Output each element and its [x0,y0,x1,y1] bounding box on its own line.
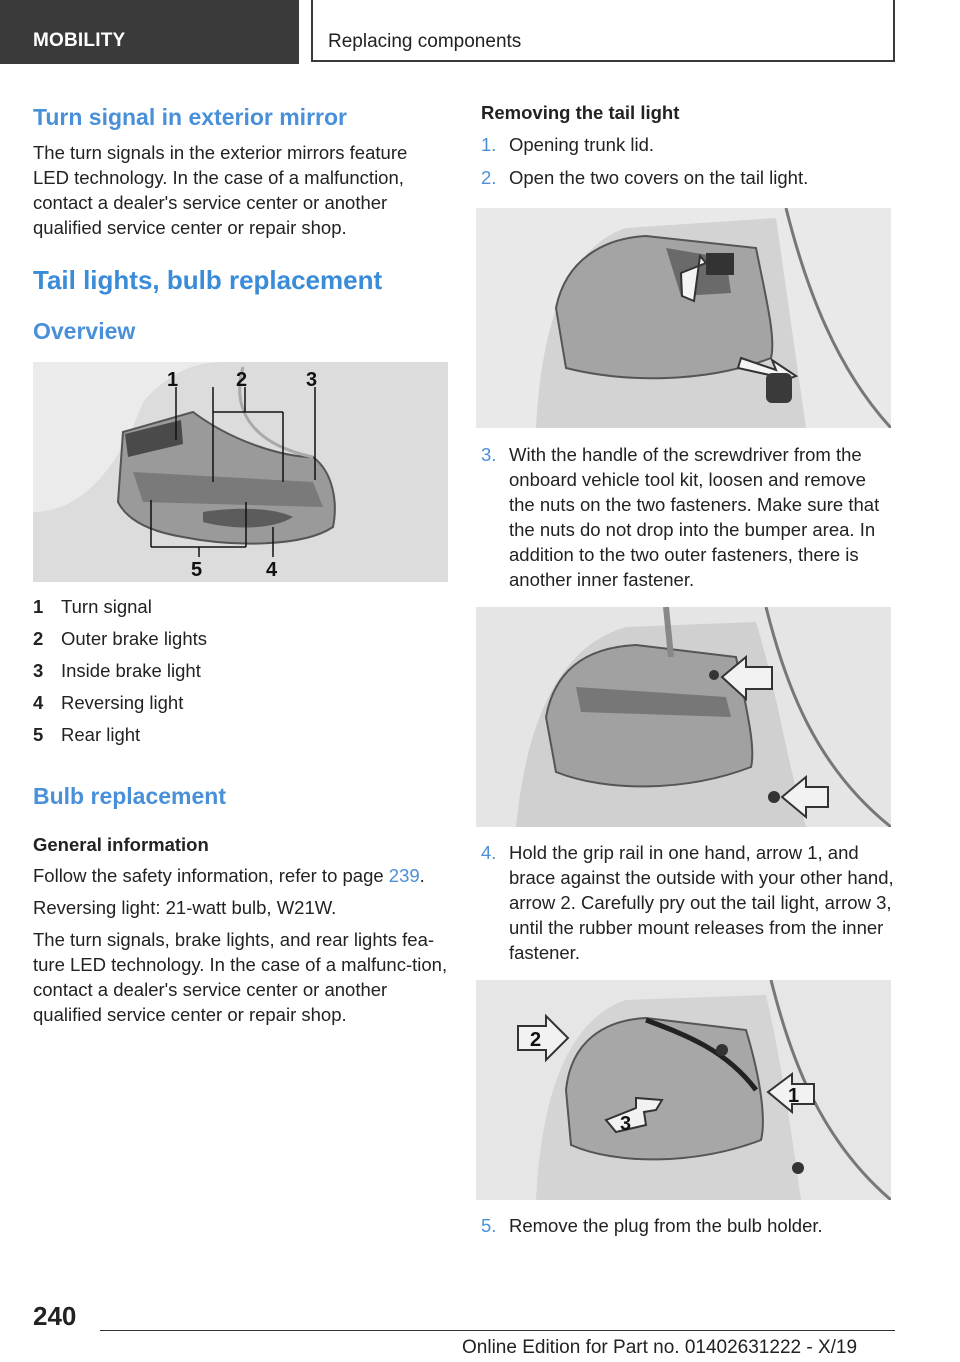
callout-arrow-3: 3 [620,1113,632,1135]
section-label: MOBILITY [33,30,126,51]
step-item: 1. Opening trunk lid. [481,134,655,155]
step-3-block [481,442,895,592]
page-link[interactable]: 239 [388,865,420,886]
callout-2: 2 [236,369,248,391]
bulb-replacement-heading: Bulb replacement [33,783,226,809]
legend-item: 5 Rear light [33,724,141,745]
step-5-block [481,1213,895,1238]
tail-lights-heading: Tail lights, bulb replacement [33,265,383,295]
overview-heading: Overview [33,318,136,344]
callout-arrow-1: 1 [788,1085,800,1107]
turn-signal-heading: Turn signal in exterior mirror [33,104,347,130]
chapter-label: Replacing components [328,31,522,52]
legend-item: 4 Reversing light [33,692,184,713]
section-tab [0,0,299,64]
tail-light-overview-illustration [33,362,448,582]
page-number: 240 [33,1301,77,1331]
left-lower [33,591,448,1027]
removing-heading: Removing the tail light [481,102,680,123]
pry-out-figure [476,980,891,1200]
steps-1-2 [481,132,895,190]
general-info-heading: General information [33,834,209,855]
led-paragraph: The turn signals, brake lights, and rear lights fea‐ture LED technology. In the case of a malfunc‐tion, contact a dealer's service center or another qualified service center or repair shop. [33,929,448,1025]
covers-figure [476,208,891,428]
step-item: 2. Open the two covers on the tail light. [481,167,809,188]
left-column [33,100,448,345]
legend-item: 1 Turn signal [33,596,152,617]
right-column [481,102,895,190]
reversing-paragraph: Reversing light: 21‑watt bulb, W21W. [33,897,337,918]
callout-arrow-2: 2 [530,1029,542,1051]
fasteners-illustration [476,607,891,827]
legend-item: 2 Outer brake lights [33,628,208,649]
turn-signal-paragraph: The turn signals in the exterior mirrors feature LED technology. In the case of a malfunction, contact a dealer's service center or another qualified service center or repair shop. [33,142,408,238]
chapter-tab [311,0,895,62]
covers-illustration [476,208,891,428]
footer-rule [100,1330,895,1331]
step-item: 4. Hold the grip rail in one hand, arrow 1, and brace against the outside with your other hand, arrow 2. Carefully pry out the tail light, arrow 3, until the rubber mount releases from the inner fastener. [481,842,894,963]
step-4-block [481,840,895,965]
callout-3: 3 [306,369,318,391]
pry-out-illustration [476,980,891,1200]
overview-legend [33,591,448,751]
legend-item: 3 Inside brake light [33,660,201,681]
step-item: 5. Remove the plug from the bulb holder. [481,1215,823,1236]
overview-figure [33,362,448,582]
step-item: 3. With the handle of the screwdriver from the onboard vehicle tool kit, loosen and remove the nuts on the two fasteners. Make sure that the nuts do not drop into the bumper area. In addition to the two outer fasteners, there is another inner fastener. [481,444,880,590]
edition-note: Online Edition for Part no. 01402631222 - X/19 [462,1337,858,1358]
callout-5: 5 [191,559,203,581]
callout-4: 4 [266,559,278,581]
callout-1: 1 [167,369,179,391]
fasteners-figure [476,607,891,827]
safety-paragraph: Follow the safety information, refer to page 239. [33,865,425,886]
